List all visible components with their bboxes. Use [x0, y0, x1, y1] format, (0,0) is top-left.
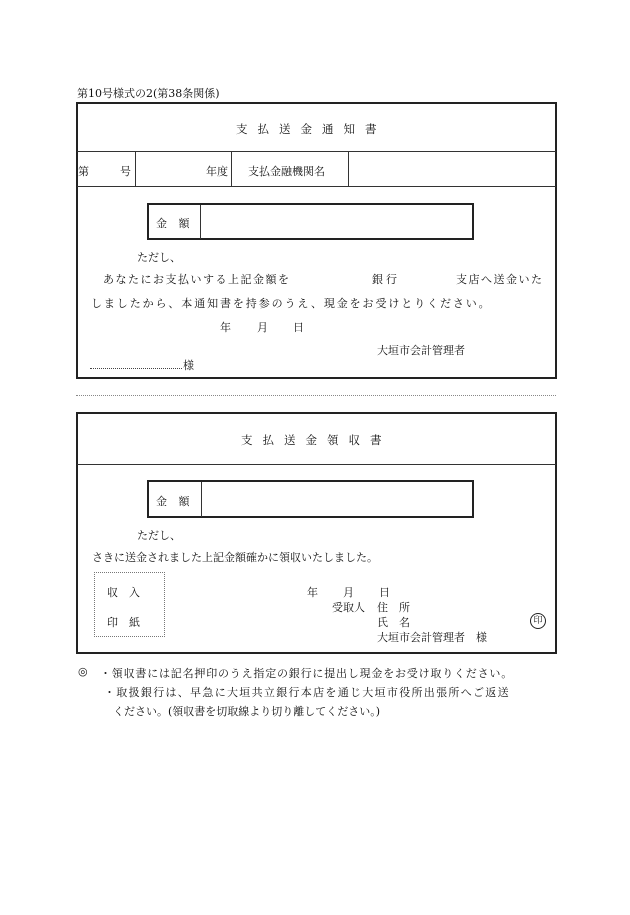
notice-amount-box [147, 203, 474, 240]
notice-go: 号 [120, 165, 131, 178]
notice-date-hi: 日 [293, 321, 304, 334]
address-label: 住 所 [377, 601, 410, 614]
notice-addressee-line [90, 368, 182, 369]
receipt-date-hi: 日 [379, 586, 390, 599]
notice-box [76, 102, 557, 379]
notice-divider-top [77, 151, 556, 152]
notice-issuer: 大垣市会計管理者 [377, 344, 465, 357]
seal-mark-icon: 印 [530, 613, 546, 629]
stamp-label-1: 収 入 [107, 586, 140, 599]
receipt-date-nen: 年 [307, 586, 318, 599]
notice-col-3 [348, 151, 349, 187]
form-label: 第10号様式の2(第38条関係) [77, 87, 220, 100]
notes-item-1: ・領収書には記名押印のうえ指定の銀行に提出し現金をお受け取りください。 [100, 667, 513, 680]
notice-divider-bottom [77, 186, 556, 187]
name-label: 氏 名 [377, 616, 410, 629]
receipt-divider [77, 464, 556, 465]
receipt-date-tsuki: 月 [343, 586, 354, 599]
stamp-label-2: 印 紙 [107, 616, 140, 629]
receipt-amount-divider [201, 482, 202, 517]
cut-line [76, 395, 556, 396]
receipt-title: 支払送金領収書 [241, 433, 392, 447]
notice-line1-c: 支店へ送金いた [456, 273, 544, 286]
receipt-tadashi: ただし、 [137, 529, 181, 542]
recipient-label: 受取人 [332, 601, 365, 614]
receipt-to-line: 大垣市会計管理者 様 [377, 631, 487, 644]
notice-date-nen: 年 [220, 321, 231, 334]
notice-tadashi: ただし、 [137, 251, 181, 264]
notice-amount-label: 金 額 [156, 217, 194, 230]
receipt-line1: さきに送金されました上記金額確かに領収いたしました。 [92, 551, 378, 564]
notice-institution-label: 支払金融機関名 [248, 165, 325, 178]
notice-date-tsuki: 月 [257, 321, 268, 334]
notice-col-1 [135, 151, 136, 187]
notes-item-2-cont: ください。(領収書を切取線より切り離してください。) [113, 705, 381, 718]
notice-addressee-suffix: 様 [183, 359, 194, 372]
notice-line2: しましたから、本通知書を持参のうえ、現金をお受けとりください。 [91, 297, 492, 310]
notice-col-2 [231, 151, 232, 187]
notice-nendo: 年度 [206, 165, 228, 178]
notice-line1-a: あなたにお支払いする上記金額を [103, 273, 291, 286]
receipt-amount-box [147, 480, 474, 518]
notes-item-2: ・取扱銀行は、早急に大垣共立銀行本店を通じ大垣市役所出張所へご返送 [104, 686, 510, 699]
notice-dai: 第 [78, 165, 89, 178]
notice-title: 支払送金通知書 [236, 122, 387, 136]
notice-line1-b: 銀行 [372, 273, 400, 286]
notice-amount-divider [200, 205, 201, 239]
receipt-amount-label: 金 額 [156, 495, 194, 508]
notes-mark: ◎ [78, 665, 88, 678]
